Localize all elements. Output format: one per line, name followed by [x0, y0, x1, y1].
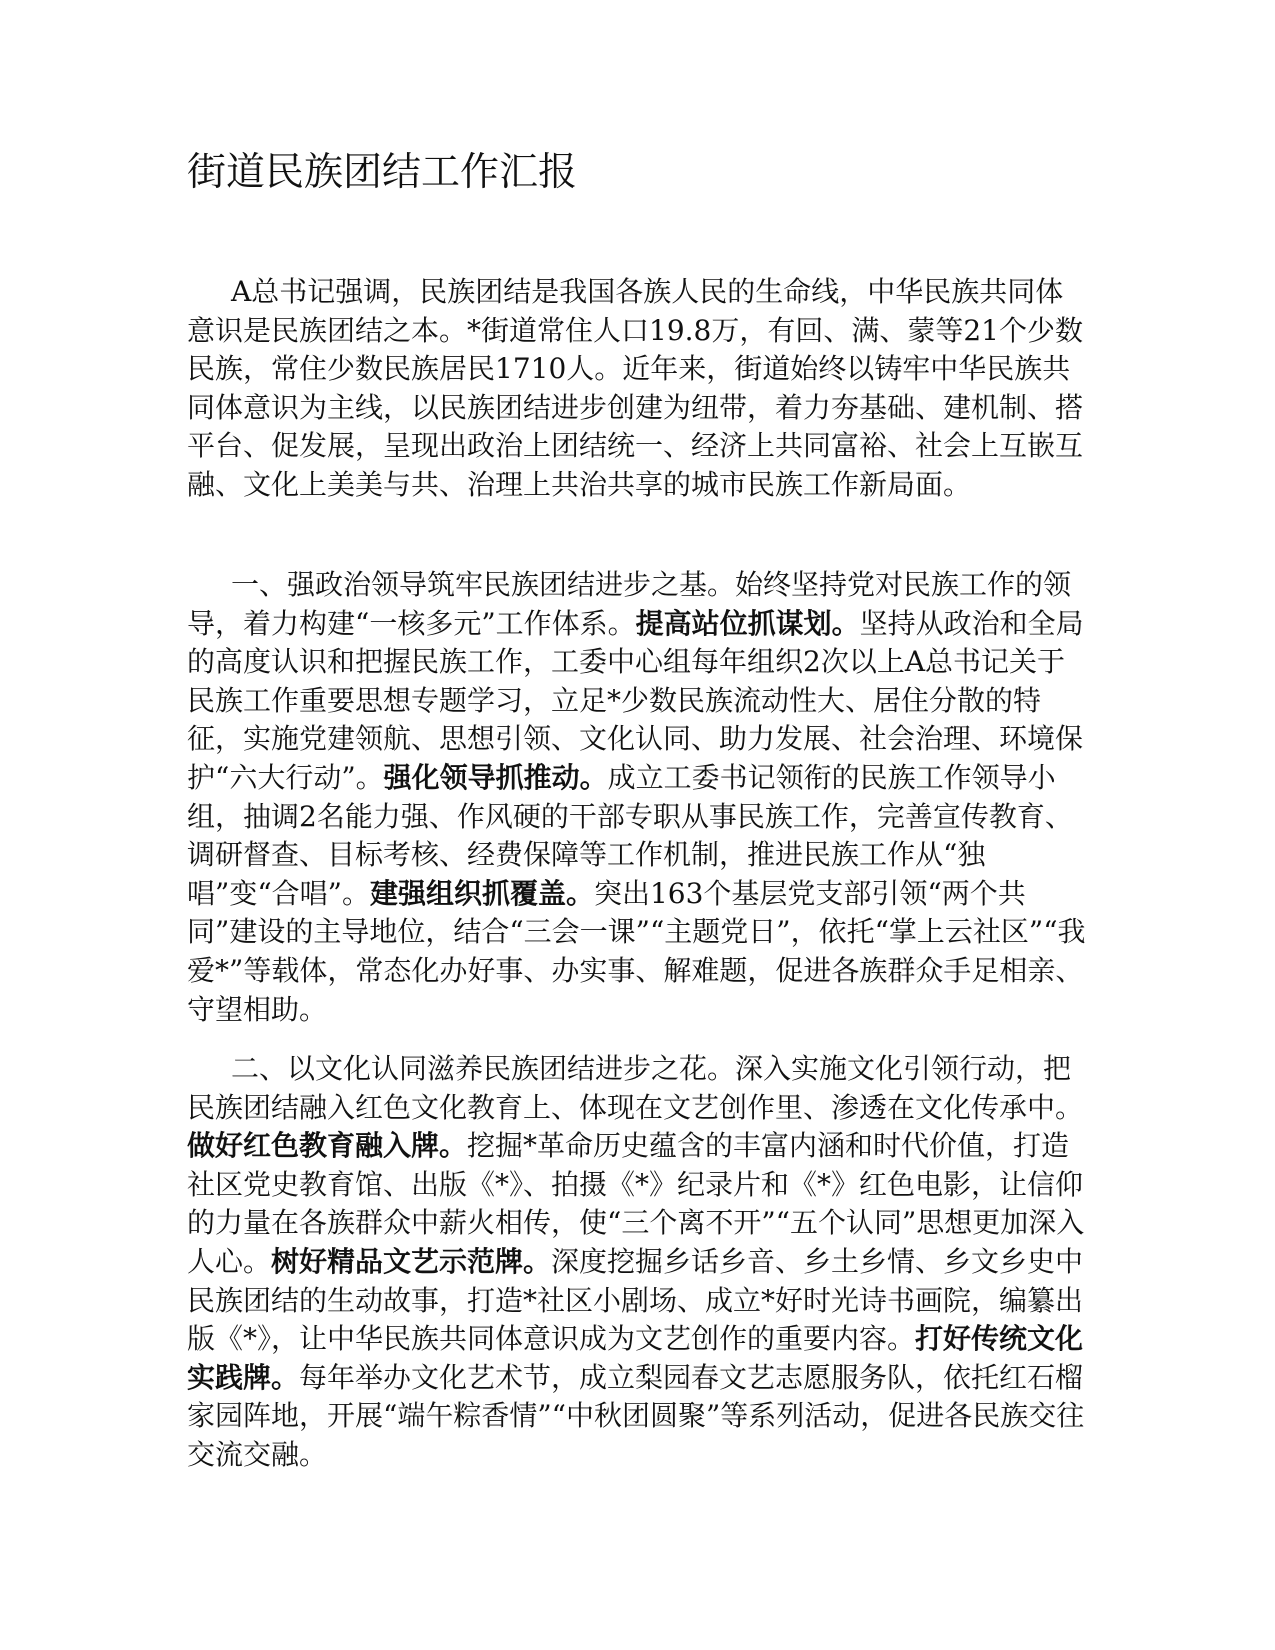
paragraph-text: 突出163个基层党支部引领“两个共同”建设的主导地位，结合“三会一课”“主题党日”，依托“掌上云社区”“我爱*”等载体，常态化办好事、办实事、解难题，促进各族群众手足相亲、守望相助。	[187, 876, 1086, 1026]
bold-heading: 建强组织抓覆盖。	[369, 876, 594, 910]
paragraph-text: 二、以文化认同滋养民族团结进步之花。深入实施文化引领行动，把民族团结融入红色文化教育上、体现在文艺创作里、渗透在文化传承中。	[187, 1052, 1084, 1124]
paragraph-text: 挖掘*革命历史蕴含的丰富内涵和时代价值，打造社区党史教育馆、出版《*》、拍摄《*》纪录片和《*》红色电影，让信仰的力量在各族群众中薪火相传，使“三个离不开”“五个认同”思想更加深入人心。	[187, 1129, 1085, 1278]
paragraph-text: 一、强政治领导筑牢民族团结进步之基。始终坚持党对民族工作的领导，着力构建“一核多元”工作体系。	[187, 568, 1072, 640]
bold-heading: 做好红色教育融入牌。	[187, 1129, 468, 1163]
paragraph-intro	[187, 273, 1087, 505]
paragraph-section-1	[187, 566, 1087, 1029]
paragraph-text: 坚持从政治和全局的高度认识和把握民族工作，工委中心组每年组织2次以上A总书记关于民族工作重要思想专题学习，立足*少数民族流动性大、居住分散的特征，实施党建领航、思想引领、文化认同、助力发展、社会治理、环境保护“六大行动”。	[187, 606, 1084, 794]
paragraph-text: 成立工委书记领衔的民族工作领导小组，抽调2名能力强、作风硬的干部专职从事民族工作，完善宣传教育、调研督查、目标考核、经费保障等工作机制，推进民族工作从“独唱”变“合唱”。	[187, 760, 1073, 910]
bold-heading: 打好传统文化实践牌。	[187, 1322, 1084, 1394]
paragraph-text: A总书记强调，民族团结是我国各族人民的生命线，中华民族共同体意识是民族团结之本。*街道常住人口19.8万，有回、满、蒙等21个少数民族，常住少数民族居民1710人。近年来，街道始终以铸牢中华民族共同体意识为主线，以民族团结进步创建为纽带，着力夯基础、建机制、搭平台、促发展，呈现出政治上团结统一、经济上共同富裕、社会上互嵌互融、文化上美美与共、治理上共治共享的城市民族工作新局面。	[187, 275, 1084, 501]
document-title: 街道民族团结工作汇报	[187, 150, 578, 195]
paragraph-text: 深度挖掘乡话乡音、乡土乡情、乡文乡史中民族团结的生动故事，打造*社区小剧场、成立*好时光诗书画院，编纂出版《*》，让中华民族共同体意识成为文艺创作的重要内容。	[187, 1244, 1084, 1356]
paragraph-section-2	[187, 1050, 1087, 1475]
bold-heading: 提高站位抓谋划。	[635, 606, 860, 640]
paragraph-text: 每年举办文化艺术节，成立梨园春文艺志愿服务队，依托红石榴家园阵地，开展“端午粽香情”“中秋团圆聚”等系列活动，促进各民族交往交流交融。	[187, 1360, 1085, 1471]
bold-heading: 树好精品文艺示范牌。	[271, 1244, 552, 1278]
bold-heading: 强化领导抓推动。	[383, 760, 608, 794]
